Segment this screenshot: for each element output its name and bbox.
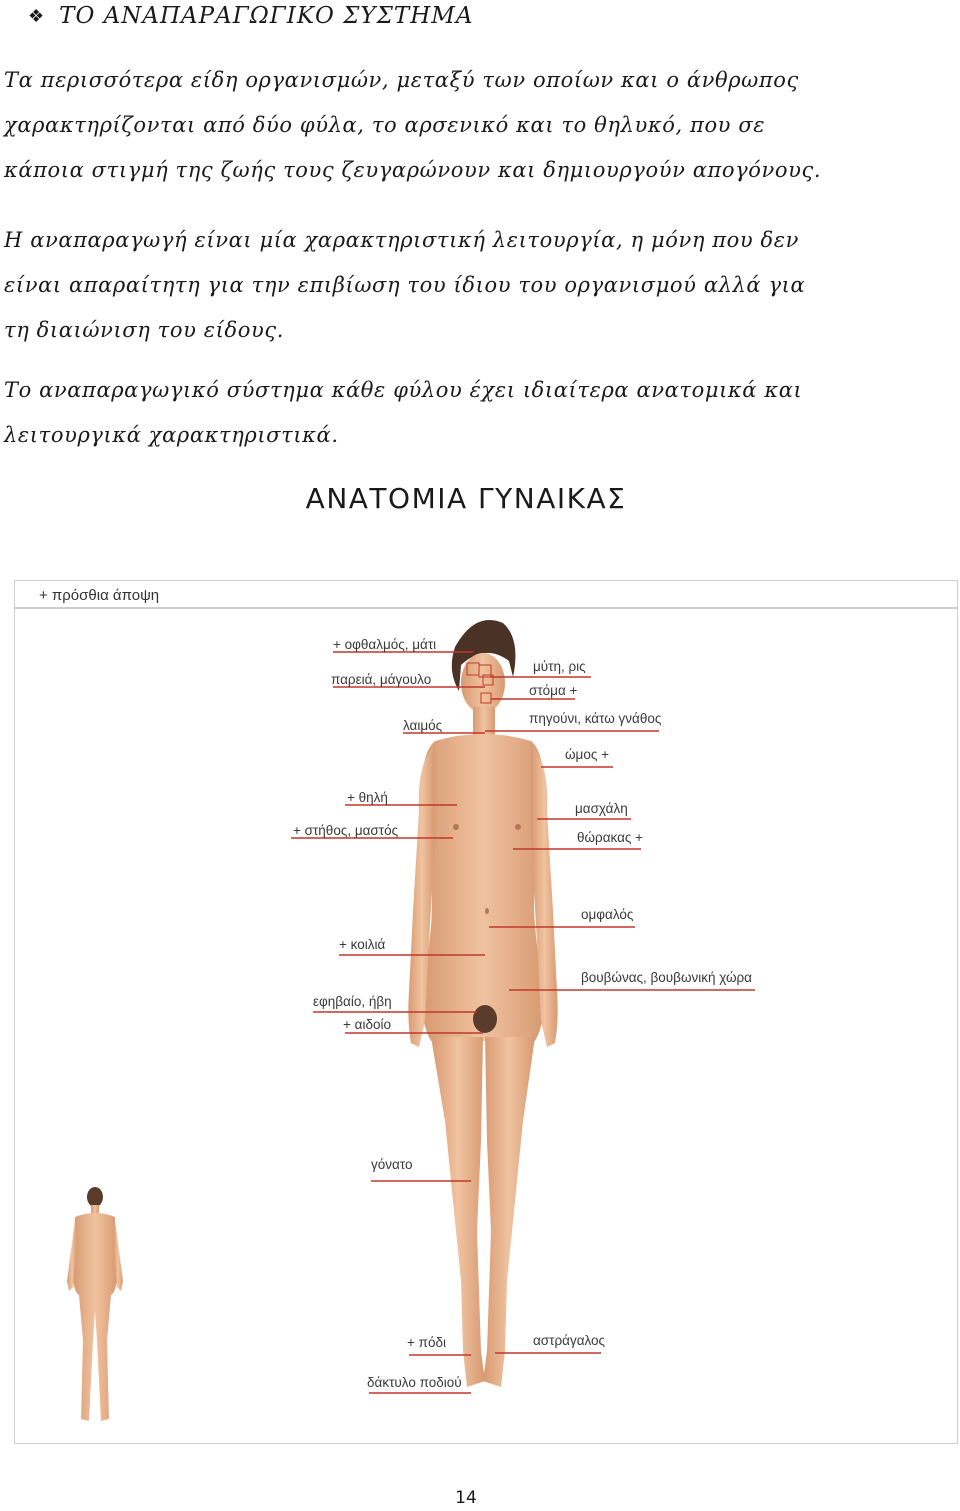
label-nipple: + θηλή: [347, 790, 388, 805]
section-title: ΑΝΑΤΟΜΙΑ ΓΥΝΑΙΚΑΣ: [305, 482, 627, 515]
label-toe: δάκτυλο ποδιού: [367, 1375, 462, 1390]
page-number: 14: [455, 1488, 477, 1508]
label-knee: γόνατο: [371, 1157, 413, 1172]
label-thorax: θώρακας +: [577, 830, 644, 845]
label-mouth: στόμα +: [529, 683, 578, 698]
back-view-figure: [67, 1187, 123, 1421]
system-paragraph: Το αναπαραγωγικό σύστημα κάθε φύλου έχει ιδιαίτερα ανατομικά και λειτουργικά χαρακτηριστικά.: [4, 378, 803, 447]
label-belly: + κοιλιά: [339, 937, 386, 952]
label-armpit: μασχάλη: [575, 801, 628, 816]
label-ankle: αστράγαλος: [533, 1333, 606, 1348]
anatomy-illustration: [15, 581, 957, 1443]
anatomy-figure: [14, 580, 958, 1444]
page-heading: [28, 0, 473, 32]
label-nose: μύτη, ρις: [533, 659, 586, 674]
label-navel: ομφαλός: [581, 907, 634, 922]
label-shoulder: ώμος +: [565, 747, 609, 762]
label-breast: + στήθος, μαστός: [293, 823, 399, 838]
view-label: + πρόσθια άποψη: [39, 587, 160, 604]
label-foot: + πόδι: [407, 1335, 446, 1350]
label-chin: πηγούνι, κάτω γνάθος: [529, 711, 662, 726]
intro-paragraph: Τα περισσότερα είδη οργανισμών, μεταξύ των οποίων και ο άνθρωπος χαρακτηρίζονται από δύο φύλα, το αρσενικό και το θηλυκό, που σε κάποια στιγμή της ζωής τους ζευγαρώνουν και δημιουργούν απογόνους.: [4, 68, 822, 182]
heading-title: ΤΟ ΑΝΑΠΑΡΑΓΩΓΙΚΟ ΣΥΣΤΗΜΑ: [59, 3, 474, 29]
label-pubis: εφηβαίο, ήβη: [313, 994, 392, 1009]
label-groin: βουβώνας, βουβωνική χώρα: [581, 970, 752, 985]
label-cheek: παρειά, μάγουλο: [331, 672, 432, 687]
reproduction-paragraph: Η αναπαραγωγή είναι μία χαρακτηριστική λειτουργία, η μόνη που δεν είναι απαραίτητη για την επιβίωση του ίδιου του οργανισμού αλλά για τη διαιώνιση του είδους.: [4, 228, 806, 342]
diamond-bullet-icon: ❖: [28, 5, 46, 27]
label-throat: λαιμός: [403, 718, 443, 733]
label-vulva: + αιδοίο: [343, 1017, 391, 1032]
front-view-figure: [408, 620, 557, 1387]
label-eye: + οφθαλμός, μάτι: [333, 637, 437, 652]
